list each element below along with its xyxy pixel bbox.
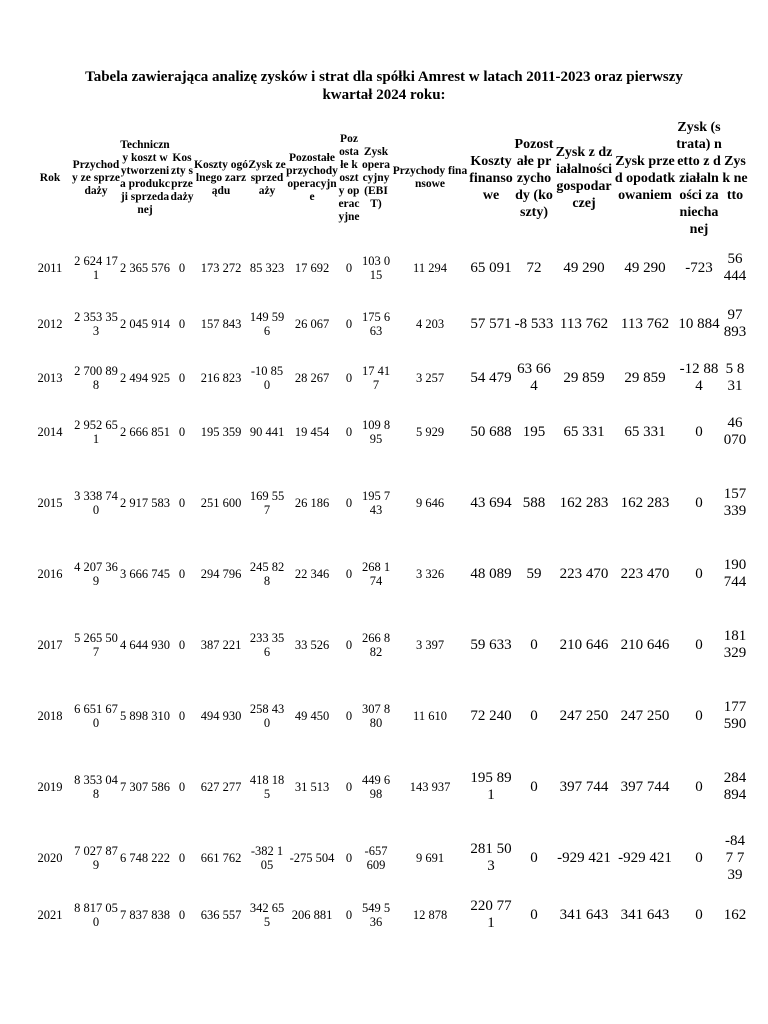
table-cell: 162 (723, 906, 747, 923)
table-cell: 56 444 (723, 251, 747, 284)
table-cell: 29 859 (624, 369, 666, 386)
table-cell: 11 610 (413, 709, 447, 723)
table-cell: 90 441 (249, 425, 285, 439)
table-cell: 0 (178, 425, 186, 439)
table-cell: 10 884 (678, 315, 720, 332)
table-cell: 0 (345, 317, 353, 331)
table-row (28, 351, 748, 405)
header-zysk-netto-zaniechanej: Zysk (strata) netto z działalności zaniechanej (676, 119, 722, 237)
table-cell: 28 267 (294, 371, 330, 385)
table-cell: 195 891 (470, 770, 512, 803)
table-cell: 195 743 (361, 489, 391, 517)
table-cell: 177 590 (723, 699, 747, 732)
table-cell: -10 850 (250, 364, 284, 392)
table-cell: 33 526 (294, 638, 330, 652)
table-cell: 72 240 (470, 707, 512, 724)
header-zysk-netto: Zysk netto (722, 153, 748, 203)
table-cell: 307 880 (361, 702, 391, 730)
table-cell: 0 (695, 423, 703, 440)
table-cell: 157 339 (723, 486, 747, 519)
table-row (28, 885, 748, 945)
profit-loss-table (28, 117, 748, 945)
year-cell: 2017 (37, 638, 63, 652)
table-cell: 143 937 (409, 780, 451, 794)
table-cell: 19 454 (294, 425, 330, 439)
header-rok: Rok (39, 171, 61, 184)
table-cell: 181 329 (723, 628, 747, 661)
table-cell: 247 250 (559, 707, 609, 724)
table-cell: 0 (345, 851, 353, 865)
header-przychody-ze-sprzedazy: Przychody ze sprzedaży (72, 158, 120, 197)
table-cell: 72 (526, 259, 542, 276)
table-cell: 48 089 (470, 565, 512, 582)
year-cell: 2013 (37, 371, 63, 385)
table-cell: 0 (345, 425, 353, 439)
table-cell: 2 700 898 (74, 364, 118, 392)
table-cell: -8 533 (514, 315, 554, 332)
table-cell: 0 (345, 496, 353, 510)
table-row (28, 831, 748, 885)
header-pozostale-koszty-operacyjne: Pozostałe koszty operacyjne (338, 132, 360, 223)
table-cell: 3 257 (415, 371, 445, 385)
table-row (28, 405, 748, 459)
table-cell: 284 894 (723, 770, 747, 803)
table-cell: 5 831 (725, 361, 745, 394)
table-cell: 0 (345, 567, 353, 581)
table-cell: 11 294 (413, 261, 447, 275)
table-cell: 50 688 (470, 423, 512, 440)
table-cell: -929 421 (618, 849, 672, 866)
table-cell: 190 744 (723, 557, 747, 590)
table-cell: 549 536 (361, 901, 391, 929)
table-cell: 63 664 (517, 361, 551, 394)
table-cell: 162 283 (620, 494, 670, 511)
table-cell: 59 (526, 565, 542, 582)
table-cell: 627 277 (200, 780, 242, 794)
table-cell: 7 307 586 (120, 780, 170, 794)
table-cell: 223 470 (559, 565, 609, 582)
table-cell: 169 557 (249, 489, 285, 517)
table-cell: 0 (695, 849, 703, 866)
table-cell: 247 250 (620, 707, 670, 724)
table-cell: 0 (695, 565, 703, 582)
table-cell: 0 (178, 317, 186, 331)
table-cell: 223 470 (620, 565, 670, 582)
year-cell: 2019 (37, 780, 63, 794)
table-cell: 0 (345, 638, 353, 652)
table-cell: 5 929 (415, 425, 445, 439)
table-cell: 59 633 (470, 636, 512, 653)
table-cell: 29 859 (563, 369, 605, 386)
table-cell: 0 (345, 709, 353, 723)
header-przychody-finansowe: Przychody finansowe (392, 165, 468, 190)
year-cell: 2014 (37, 425, 63, 439)
table-cell: 2 952 651 (74, 418, 118, 446)
table-cell: -382 105 (250, 844, 284, 872)
table-cell: 636 557 (200, 908, 242, 922)
table-cell: 0 (345, 908, 353, 922)
table-cell: 494 930 (200, 709, 242, 723)
table-cell: 162 283 (559, 494, 609, 511)
table-cell: 661 762 (200, 851, 242, 865)
table-cell: 281 503 (470, 841, 512, 874)
year-cell: 2011 (37, 261, 63, 275)
table-cell: 210 646 (620, 636, 670, 653)
table-row (28, 547, 748, 601)
table-cell: 17 417 (361, 364, 391, 392)
table-cell: 43 694 (470, 494, 512, 511)
table-cell: 206 881 (291, 908, 333, 922)
table-cell: 397 744 (620, 778, 670, 795)
table-cell: 220 771 (470, 898, 512, 931)
table-cell: 0 (530, 778, 538, 795)
table-cell: 233 356 (249, 631, 285, 659)
table-cell: 49 290 (624, 259, 666, 276)
table-cell: 0 (695, 636, 703, 653)
table-cell: 3 397 (415, 638, 445, 652)
header-zysk-przed-opodatkowaniem: Zysk przed opodatkowaniem (614, 153, 676, 203)
table-cell: 449 698 (361, 773, 391, 801)
header-row (28, 117, 748, 239)
table-cell: 22 346 (294, 567, 330, 581)
table-cell: 31 513 (294, 780, 330, 794)
year-cell: 2015 (37, 496, 63, 510)
table-cell: 2 666 851 (120, 425, 170, 439)
table-cell: 251 600 (200, 496, 242, 510)
table-cell: 113 762 (620, 315, 670, 332)
table-cell: 3 338 740 (74, 489, 118, 517)
table-row (28, 459, 748, 547)
table-cell: 113 762 (559, 315, 609, 332)
header-koszty-ogolnego-zarzadu: Koszty ogólnego zarządu (194, 158, 248, 197)
table-cell: 3 666 745 (120, 567, 170, 581)
table-cell: 175 663 (361, 310, 391, 338)
table-cell: 216 823 (200, 371, 242, 385)
table-cell: 5 898 310 (120, 709, 170, 723)
table-cell: 342 655 (249, 901, 285, 929)
header-koszty-finansowe: Koszty finansowe (469, 153, 513, 203)
table-cell: 2 045 914 (120, 317, 170, 331)
table-body (28, 239, 748, 945)
table-cell: 65 331 (563, 423, 605, 440)
table-cell: 9 691 (415, 851, 445, 865)
table-row (28, 689, 748, 743)
header-techniczny-koszt: Techniczny koszt wytworzenia produkcji sprzedanej (120, 139, 170, 216)
table-cell: 8 353 048 (74, 773, 118, 801)
table-cell: -657 609 (364, 844, 388, 872)
table-cell: 0 (345, 261, 353, 275)
table-cell: 0 (345, 780, 353, 794)
table-cell: 266 882 (361, 631, 391, 659)
table-cell: -847 739 (725, 832, 745, 883)
table-cell: 49 290 (563, 259, 605, 276)
table-cell: 2 365 576 (120, 261, 170, 275)
table-cell: 4 203 (415, 317, 445, 331)
table-cell: 2 494 925 (120, 371, 170, 385)
table-cell: 49 450 (294, 709, 330, 723)
table-cell: 85 323 (249, 261, 285, 275)
table-cell: 4 207 369 (74, 560, 118, 588)
table-cell: 8 817 050 (74, 901, 118, 929)
table-cell: 0 (178, 638, 186, 652)
table-cell: 5 265 507 (74, 631, 118, 659)
table-cell: 12 878 (412, 908, 448, 922)
table-cell: 26 186 (294, 496, 330, 510)
table-cell: 268 174 (361, 560, 391, 588)
table-cell: 387 221 (200, 638, 242, 652)
table-cell: 157 843 (200, 317, 242, 331)
table-cell: 0 (695, 778, 703, 795)
table-cell: 341 643 (559, 906, 609, 923)
table-cell: 0 (178, 261, 186, 275)
table-cell: 0 (178, 371, 186, 385)
table-cell: 0 (178, 908, 186, 922)
table-cell: 2 624 171 (74, 254, 118, 282)
table-cell: 0 (178, 709, 186, 723)
table-row (28, 297, 748, 351)
table-cell: 0 (178, 496, 186, 510)
table-cell: 6 748 222 (120, 851, 170, 865)
table-cell: 17 692 (294, 261, 330, 275)
table-cell: 54 479 (470, 369, 512, 386)
table-title: Tabela zawierająca analizę zysków i strat dla spółki Amrest w latach 2011-2023 oraz pierwszy kwartał 2024 roku: (85, 69, 683, 103)
table-cell: 109 895 (361, 418, 391, 446)
header-zysk-operacyjny: Zysk operacyjny (EBIT) (361, 145, 391, 210)
table-cell: 26 067 (294, 317, 330, 331)
table-cell: 0 (530, 849, 538, 866)
table-cell: 0 (695, 494, 703, 511)
table-cell: 0 (178, 567, 186, 581)
table-cell: -12 884 (679, 361, 719, 394)
year-cell: 2016 (37, 567, 63, 581)
table-cell: 3 326 (415, 567, 445, 581)
table-cell: 0 (345, 371, 353, 385)
table-cell: 103 015 (361, 254, 391, 282)
header-zysk-z-dzialalnosci-gospodarczej: Zysk z działalności gospodarczej (555, 145, 613, 211)
table-cell: 195 (522, 423, 546, 440)
table-cell: 588 (522, 494, 546, 511)
table-cell: 0 (178, 780, 186, 794)
table-cell: 9 646 (415, 496, 445, 510)
year-cell: 2012 (37, 317, 63, 331)
table-cell: 245 828 (249, 560, 285, 588)
year-cell: 2021 (37, 908, 63, 922)
table-cell: -275 504 (289, 851, 335, 865)
table-cell: 57 571 (470, 315, 512, 332)
table-cell: 2 353 353 (74, 310, 118, 338)
table-cell: 65 091 (470, 259, 512, 276)
header-koszty-sprzedazy: Koszty sprzedaży (170, 152, 194, 203)
header-zysk-ze-sprzedazy: Zysk ze sprzedaży (248, 158, 286, 197)
table-cell: 173 272 (200, 261, 242, 275)
table-cell: 210 646 (559, 636, 609, 653)
year-cell: 2018 (37, 709, 63, 723)
table-row (28, 239, 748, 297)
table-row (28, 601, 748, 689)
table-cell: 397 744 (559, 778, 609, 795)
table-cell: 418 185 (249, 773, 285, 801)
table-cell: 97 893 (723, 307, 747, 340)
table-cell: 294 796 (200, 567, 242, 581)
table-cell: 341 643 (620, 906, 670, 923)
table-cell: 7 027 879 (74, 844, 118, 872)
table-cell: 0 (530, 906, 538, 923)
year-cell: 2020 (37, 851, 63, 865)
table-cell: 65 331 (624, 423, 666, 440)
table-row (28, 743, 748, 831)
table-cell: 6 651 670 (74, 702, 118, 730)
table-cell: 149 596 (249, 310, 285, 338)
table-cell: 258 430 (249, 702, 285, 730)
header-pozostale-przychody-koszty: Pozostałe przychody (koszty) (514, 136, 554, 220)
table-cell: 0 (695, 906, 703, 923)
table-cell: 7 837 838 (120, 908, 170, 922)
table-cell: 0 (178, 851, 186, 865)
table-cell: -723 (685, 259, 713, 276)
header-pozostale-przychody-operacyjne: Pozostałe przychody operacyjne (286, 152, 338, 203)
table-cell: 46 070 (723, 415, 747, 448)
table-cell: 195 359 (200, 425, 242, 439)
table-cell: -929 421 (557, 849, 611, 866)
table-cell: 4 644 930 (120, 638, 170, 652)
table-cell: 0 (530, 636, 538, 653)
table-cell: 0 (695, 707, 703, 724)
table-cell: 0 (530, 707, 538, 724)
table-cell: 2 917 583 (120, 496, 170, 510)
